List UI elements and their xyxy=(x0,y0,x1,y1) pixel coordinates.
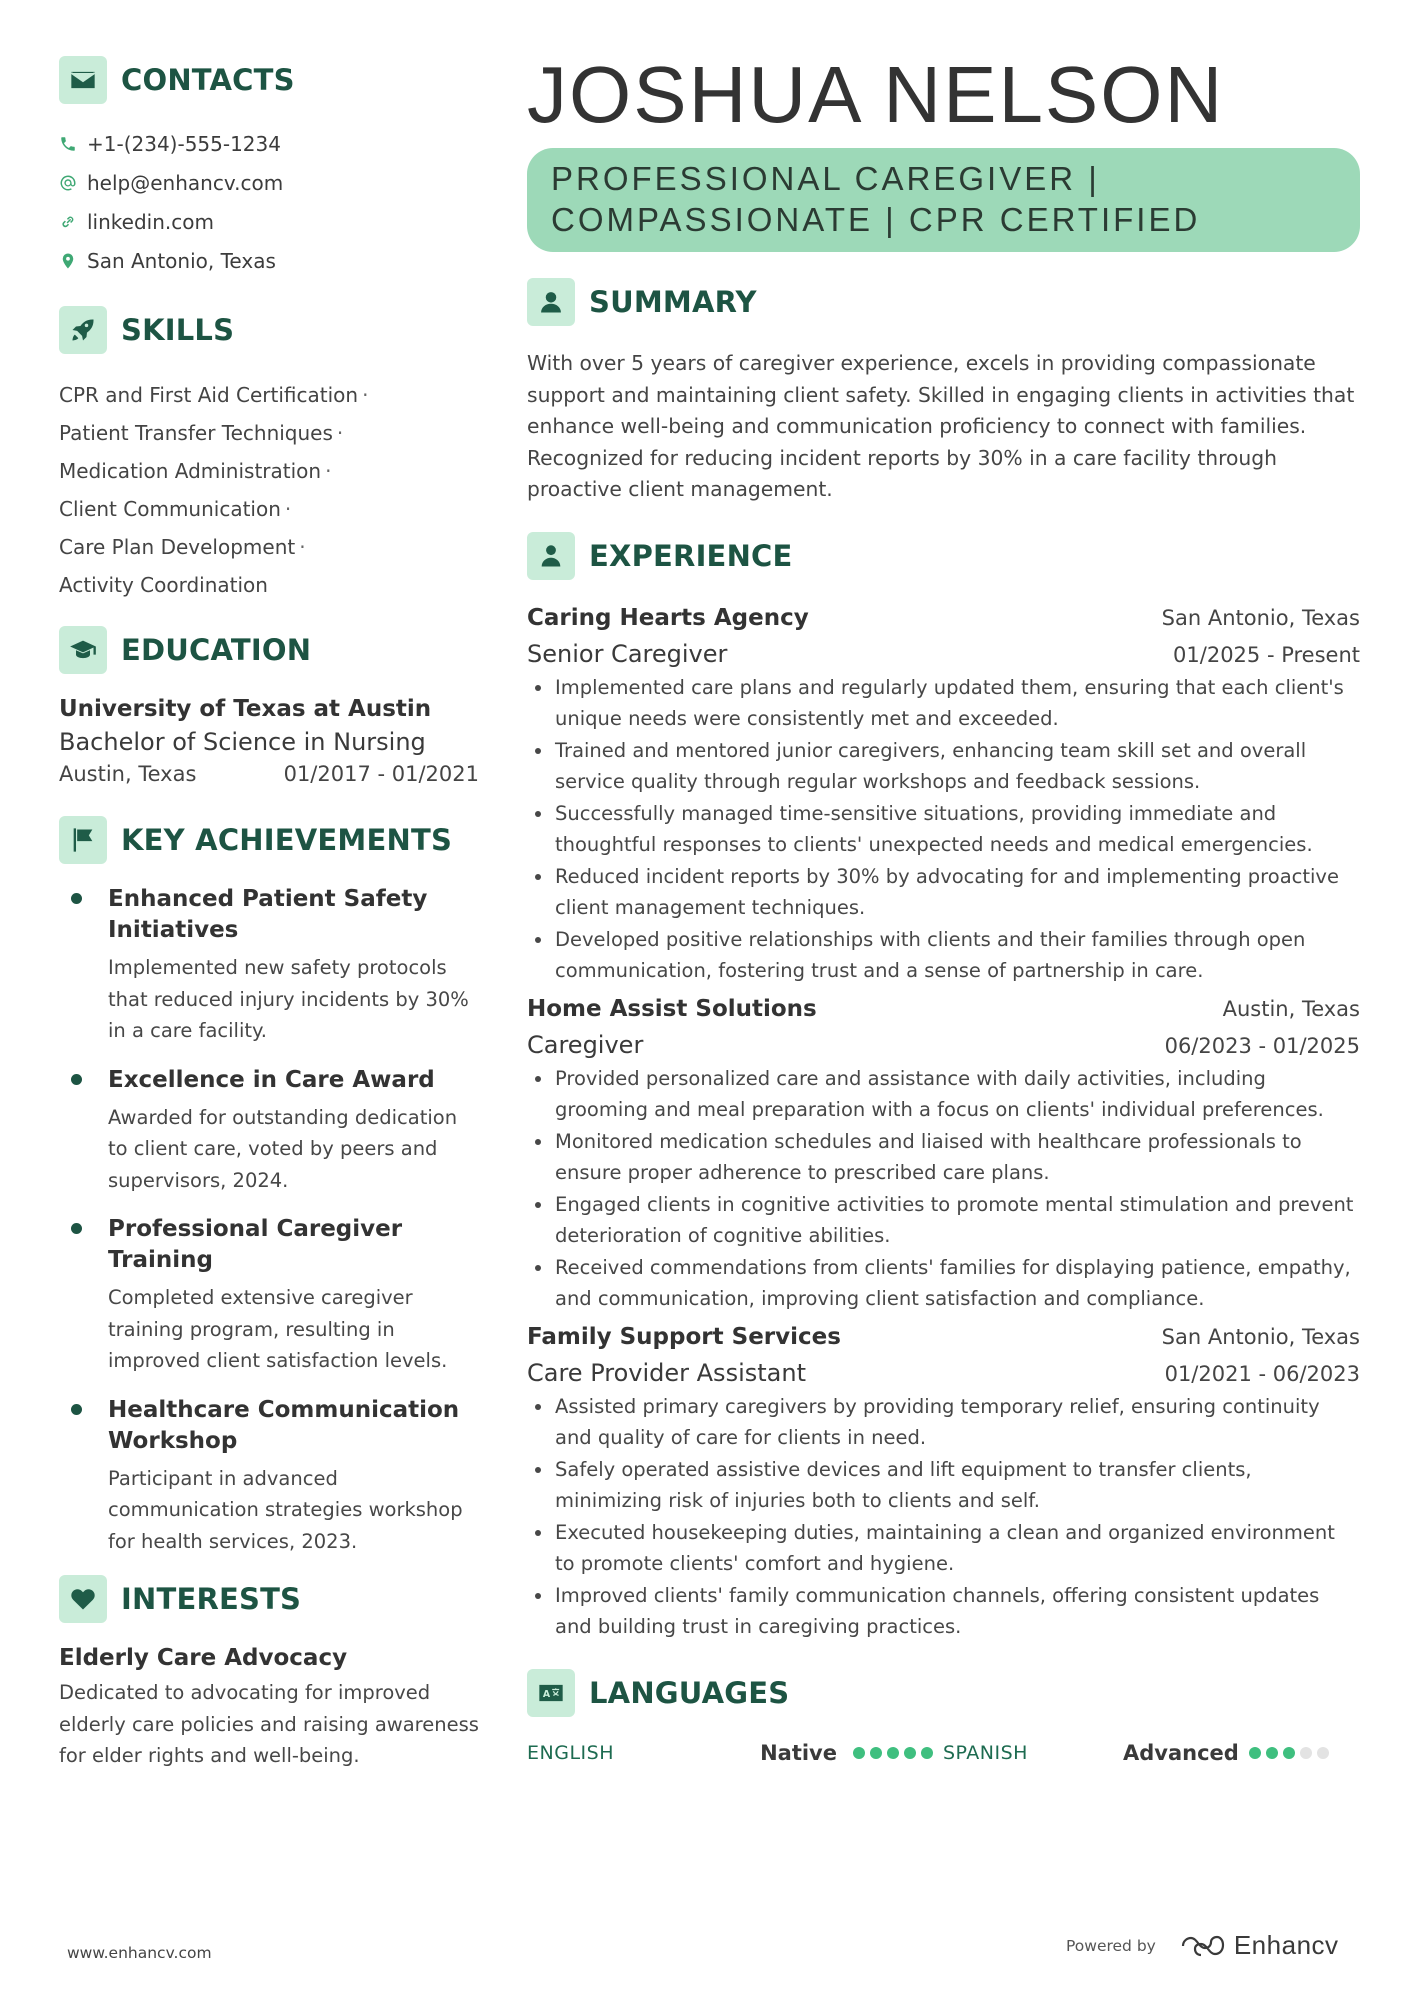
skills-list xyxy=(59,376,479,604)
left-column xyxy=(59,56,479,1772)
bullet-dot xyxy=(71,1223,82,1234)
job-bullet: Executed housekeeping duties, maintaining a clean and organized environment to promote clients' comfort and hygiene. xyxy=(527,1517,1360,1580)
enhancv-logo-icon xyxy=(1180,1933,1226,1959)
role-line: PROFESSIONAL CAREGIVER | xyxy=(551,160,1100,197)
footer-website[interactable]: www.enhancv.com xyxy=(67,1944,212,1962)
enhancv-logo-text: Enhancv xyxy=(1233,1930,1339,1960)
job-title: Caregiver xyxy=(527,1030,644,1059)
achievements-list xyxy=(59,884,479,1557)
skill-item: Medication Administration · xyxy=(59,459,332,483)
job-location: Austin, Texas xyxy=(1222,996,1360,1021)
proficiency-dot-filled xyxy=(1266,1747,1278,1759)
bullet-dot xyxy=(71,1074,82,1085)
language-item xyxy=(943,1741,1359,1765)
education-meta xyxy=(59,762,479,786)
contact-location-text: San Antonio, Texas xyxy=(87,248,276,273)
translate-icon xyxy=(527,1669,575,1717)
achievement-title: Enhanced Patient Safety Initiatives xyxy=(108,886,428,943)
contacts-title: CONTACTS xyxy=(121,63,295,97)
at-icon xyxy=(59,174,77,192)
interest-desc: Dedicated to advocating for improved elderly care policies and raising awareness for elder rights and well-being. xyxy=(59,1681,479,1767)
summary-title: SUMMARY xyxy=(589,285,757,319)
skill-item: Client Communication · xyxy=(59,497,292,521)
proficiency-dot-filled xyxy=(887,1747,899,1759)
language-item xyxy=(527,1741,943,1765)
job-bullet: Trained and mentored junior caregivers, enhancing team skill set and overall service quality through regular workshops and feedback sessions. xyxy=(527,735,1360,798)
businessperson-icon xyxy=(527,532,575,580)
achievement-item xyxy=(59,1395,479,1558)
job-location: San Antonio, Texas xyxy=(1161,605,1360,630)
language-name: ENGLISH xyxy=(527,1741,614,1764)
job-bullet: Monitored medication schedules and liaised with healthcare professionals to ensure proper adherence to prescribed care plans. xyxy=(527,1126,1360,1189)
summary-text: With over 5 years of caregiver experience, excels in providing compassionate support and maintaining client safety. Skilled in engaging clients in activities that enhance well-being and communication proficiency to connect with families. Recognized for reducing incident reports by 30% in a care facility through proactive client management. xyxy=(527,351,1355,501)
job-entry xyxy=(527,1319,1360,1643)
person-icon xyxy=(527,278,575,326)
rocket-icon xyxy=(59,306,107,354)
achievement-title: Healthcare Communication Workshop xyxy=(108,1396,460,1454)
language-level: Native xyxy=(760,1740,837,1765)
skill-item: Activity Coordination xyxy=(59,573,268,597)
job-bullet: Assisted primary caregivers by providing temporary relief, ensuring continuity and quality of care for clients in need. xyxy=(527,1391,1360,1454)
link-icon xyxy=(59,213,77,231)
right-column xyxy=(527,50,1360,1765)
achievement-desc: Participant in advanced communication strategies workshop for health services, 2023. xyxy=(108,1466,463,1553)
skills-header xyxy=(59,306,479,354)
proficiency-dot-empty xyxy=(1300,1747,1312,1759)
achievement-item xyxy=(59,1065,479,1197)
job-location: San Antonio, Texas xyxy=(1161,1324,1360,1349)
proficiency-dot-filled xyxy=(853,1747,865,1759)
proficiency-dots xyxy=(853,1747,933,1759)
interests-header xyxy=(59,1575,479,1623)
map-pin-icon xyxy=(59,252,77,270)
job-title: Senior Caregiver xyxy=(527,639,728,668)
language-level: Advanced xyxy=(1123,1740,1239,1765)
skills-title: SKILLS xyxy=(121,313,235,347)
job-entry xyxy=(527,600,1360,987)
contact-phone[interactable] xyxy=(59,124,479,163)
proficiency-dot-filled xyxy=(904,1747,916,1759)
bullet-dot xyxy=(71,893,82,904)
experience-title: EXPERIENCE xyxy=(589,538,793,573)
proficiency-dot-empty xyxy=(1317,1747,1329,1759)
contacts-list xyxy=(59,124,479,280)
job-dates: 01/2025 - Present xyxy=(1173,642,1360,667)
bullet-dot xyxy=(71,1404,82,1415)
job-bullet: Provided personalized care and assistance with daily activities, including grooming and meal preparation with a focus on clients' individual preferences. xyxy=(527,1063,1360,1126)
achievement-title: Professional Caregiver Training xyxy=(108,1216,403,1273)
contact-phone-text: +1-(234)-555-1234 xyxy=(87,131,281,156)
proficiency-dot-filled xyxy=(1283,1747,1295,1759)
achievements-header xyxy=(59,816,479,864)
role-line: COMPASSIONATE | CPR CERTIFIED xyxy=(551,201,1201,238)
job-company: Family Support Services xyxy=(527,1323,841,1350)
languages-title: LANGUAGES xyxy=(589,1675,790,1710)
skill-item: Care Plan Development · xyxy=(59,535,306,559)
contact-location xyxy=(59,241,479,280)
job-bullet: Developed positive relationships with clients and their families through open communication, fostering trust and a sense of partnership in care. xyxy=(527,924,1360,987)
proficiency-dots xyxy=(1249,1747,1329,1759)
job-bullet: Engaged clients in cognitive activities to promote mental stimulation and prevent deterioration of cognitive abilities. xyxy=(527,1189,1360,1252)
skill-item: CPR and First Aid Certification · xyxy=(59,383,369,407)
achievement-item xyxy=(59,884,479,1047)
job-dates: 01/2021 - 06/2023 xyxy=(1164,1361,1360,1386)
heart-icon xyxy=(59,1575,107,1623)
languages-header xyxy=(527,1669,1360,1717)
contacts-header xyxy=(59,56,479,104)
job-bullets xyxy=(527,1391,1360,1643)
education-header xyxy=(59,626,479,674)
proficiency-dot-filled xyxy=(921,1747,933,1759)
job-bullet: Improved clients' family communication channels, offering consistent updates and building trust in caregiving practices. xyxy=(527,1580,1360,1643)
education-degree: Bachelor of Science in Nursing xyxy=(59,728,426,756)
education-school: University of Texas at Austin xyxy=(59,696,432,722)
envelope-icon xyxy=(59,56,107,104)
contact-email[interactable] xyxy=(59,163,479,202)
experience-header xyxy=(527,532,1360,580)
achievement-title: Excellence in Care Award xyxy=(108,1066,435,1093)
job-bullet: Received commendations from clients' families for displaying patience, empathy, and communication, improving client satisfaction and compliance. xyxy=(527,1252,1360,1315)
summary-header xyxy=(527,278,1360,326)
job-bullet: Reduced incident reports by 30% by advocating for and implementing proactive client management techniques. xyxy=(527,861,1360,924)
language-name: SPANISH xyxy=(943,1741,1028,1764)
job-company: Caring Hearts Agency xyxy=(527,604,809,631)
languages-list xyxy=(527,1741,1360,1765)
interests-title: INTERESTS xyxy=(121,1582,302,1616)
role-banner xyxy=(527,148,1360,252)
achievement-desc: Completed extensive caregiver training program, resulting in improved client satisfaction levels. xyxy=(108,1286,448,1372)
job-bullet: Successfully managed time-sensitive situations, providing immediate and thoughtful responses to clients' unexpected needs and medical emergencies. xyxy=(527,798,1360,861)
achievement-desc: Awarded for outstanding dedication to client care, voted by peers and supervisors, 2024. xyxy=(108,1105,458,1192)
proficiency-dot-filled xyxy=(1249,1747,1261,1759)
achievement-desc: Implemented new safety protocols that reduced injury incidents by 30% in a care facility. xyxy=(108,956,469,1042)
enhancv-logo[interactable] xyxy=(1180,1930,1339,1961)
achievement-item xyxy=(59,1214,479,1377)
graduation-cap-icon xyxy=(59,626,107,674)
job-company: Home Assist Solutions xyxy=(527,995,817,1022)
powered-by-text: Powered by xyxy=(1066,1936,1156,1955)
contact-email-text: help@enhancv.com xyxy=(87,170,284,195)
candidate-name: JOSHUA NELSON xyxy=(527,50,1225,139)
job-title: Care Provider Assistant xyxy=(527,1358,806,1387)
education-dates: 01/2017 - 01/2021 xyxy=(283,762,479,786)
job-bullet: Safely operated assistive devices and lift equipment to transfer clients, minimizing risk of injuries both to clients and self. xyxy=(527,1454,1360,1517)
achievements-title: KEY ACHIEVEMENTS xyxy=(121,823,453,857)
contact-linkedin[interactable] xyxy=(59,202,479,241)
proficiency-dot-filled xyxy=(870,1747,882,1759)
svg-text:A: A xyxy=(542,1688,551,1700)
footer-branding xyxy=(1066,1930,1339,1961)
education-location: Austin, Texas xyxy=(59,762,197,786)
interest-title: Elderly Care Advocacy xyxy=(59,1645,348,1671)
job-entry xyxy=(527,991,1360,1315)
job-bullets xyxy=(527,672,1360,987)
skill-item: Patient Transfer Techniques · xyxy=(59,421,344,445)
education-title: EDUCATION xyxy=(121,633,312,667)
phone-icon xyxy=(59,135,77,153)
job-bullet: Implemented care plans and regularly updated them, ensuring that each client's unique needs were consistently met and exceeded. xyxy=(527,672,1360,735)
flag-icon xyxy=(59,816,107,864)
job-dates: 06/2023 - 01/2025 xyxy=(1164,1033,1360,1058)
job-bullets xyxy=(527,1063,1360,1315)
contact-linkedin-text: linkedin.com xyxy=(87,209,214,234)
